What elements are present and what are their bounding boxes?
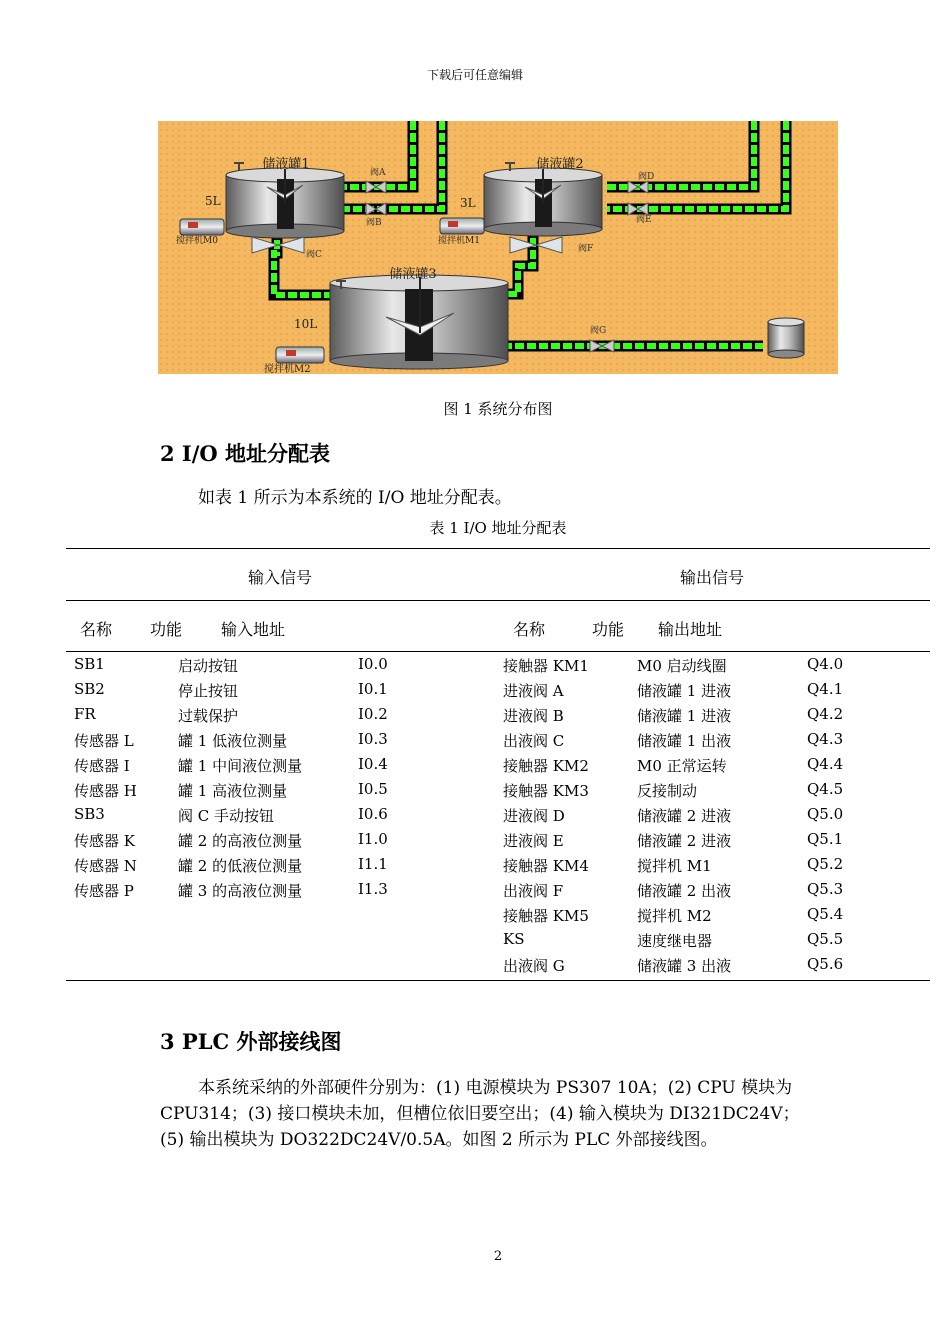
input-cell: 罐 2 的低液位测量 — [178, 857, 303, 875]
input-cell: 传感器 H — [74, 782, 137, 800]
input-cell: I0.5 — [358, 780, 388, 798]
svg-text:搅拌机M1: 搅拌机M1 — [438, 236, 480, 246]
output-cell: Q4.0 — [807, 655, 844, 673]
input-cell: 罐 2 的高液位测量 — [178, 832, 303, 850]
input-cell: I0.3 — [358, 730, 388, 748]
output-cell: 进液阀 B — [503, 707, 564, 725]
column-header: 名称 — [80, 620, 113, 639]
output-cell: Q4.2 — [807, 705, 844, 723]
input-cell: I0.6 — [358, 805, 388, 823]
input-group-header: 输入信号 — [248, 568, 313, 587]
section-3-line-1: 本系统采纳的外部硬件分别为：(1) 电源模块为 PS307 10A；(2) CPU 模块为 — [198, 1078, 793, 1098]
output-cell: 接触器 KM1 — [503, 657, 589, 675]
column-header: 功能 — [150, 620, 183, 639]
input-cell: I0.4 — [358, 755, 388, 773]
output-cell: 进液阀 D — [503, 807, 565, 825]
input-cell: 罐 1 低液位测量 — [178, 732, 288, 750]
input-cell: SB2 — [74, 680, 105, 698]
input-cell: 罐 1 高液位测量 — [178, 782, 288, 800]
input-cell: 传感器 L — [74, 732, 134, 750]
tank-3-label: 储液罐3 — [389, 267, 437, 282]
output-group-header: 输出信号 — [680, 568, 745, 587]
output-cell: Q5.4 — [807, 905, 844, 923]
page-number: 2 — [493, 1249, 503, 1264]
tank-1-label: 储液罐1 — [262, 157, 310, 172]
output-cell: Q4.4 — [807, 755, 844, 773]
output-cell: Q5.5 — [807, 930, 844, 948]
output-cell: Q5.3 — [807, 880, 844, 898]
output-cell: 搅拌机 M1 — [637, 857, 712, 875]
figure-caption: 图 1 系统分布图 — [443, 400, 553, 418]
input-cell: FR — [74, 705, 96, 723]
section-2-title: 2 I/O 地址分配表 — [160, 441, 331, 466]
output-cell: 储液罐 2 进液 — [637, 832, 732, 850]
output-cell: 出液阀 G — [503, 957, 565, 975]
output-cell: 储液罐 2 进液 — [637, 807, 732, 825]
input-cell: 传感器 K — [74, 832, 135, 850]
output-cell: M0 正常运转 — [637, 757, 727, 775]
output-cell: 出液阀 C — [503, 732, 565, 750]
output-cell: 接触器 KM4 — [503, 857, 589, 875]
section-2-intro: 如表 1 所示为本系统的 I/O 地址分配表。 — [198, 488, 512, 508]
svg-text:阀G: 阀G — [590, 326, 607, 336]
svg-text:10L: 10L — [294, 317, 318, 331]
output-cell: 储液罐 1 进液 — [637, 707, 732, 725]
input-cell: I0.1 — [358, 680, 388, 698]
input-cell: I0.0 — [358, 655, 388, 673]
tank-2-label: 储液罐2 — [536, 157, 584, 172]
svg-text:阀F: 阀F — [578, 244, 594, 254]
input-cell: SB3 — [74, 805, 105, 823]
column-header: 功能 — [592, 620, 625, 639]
input-cell: 停止按钮 — [178, 682, 239, 700]
output-cell: 接触器 KM3 — [503, 782, 589, 800]
svg-text:阀D: 阀D — [638, 172, 655, 182]
svg-text:阀A: 阀A — [370, 168, 386, 178]
table-title: 表 1 I/O 地址分配表 — [429, 519, 567, 537]
output-cell: 反接制动 — [637, 782, 698, 800]
section-3-title: 3 PLC 外部接线图 — [160, 1029, 342, 1054]
svg-text:搅拌机M0: 搅拌机M0 — [176, 236, 218, 246]
section-3-line-2: CPU314；(3) 接口模块未加，但槽位依旧要空出；(4) 输入模块为 DI321DC24V； — [160, 1104, 800, 1124]
output-cell: Q4.5 — [807, 780, 844, 798]
input-cell: SB1 — [74, 655, 105, 673]
input-cell: 传感器 I — [74, 757, 130, 775]
output-cell: KS — [503, 930, 525, 948]
output-cell: Q5.6 — [807, 955, 844, 973]
output-cell: 搅拌机 M2 — [637, 907, 712, 925]
output-cell: Q4.3 — [807, 730, 844, 748]
output-cell: Q5.1 — [807, 830, 844, 848]
input-cell: I1.0 — [358, 830, 388, 848]
input-cell: 传感器 N — [74, 857, 137, 875]
system-diagram — [158, 121, 838, 374]
column-header: 名称 — [513, 620, 546, 639]
input-cell: 启动按钮 — [178, 657, 239, 675]
column-header: 输入地址 — [221, 620, 286, 639]
input-cell: 罐 1 中间液位测量 — [178, 757, 303, 775]
section-3-line-3: (5) 输出模块为 DO322DC24V/0.5A。如图 2 所示为 PLC 外部接线图。 — [160, 1130, 718, 1150]
output-drum — [768, 318, 804, 358]
output-cell: Q5.0 — [807, 805, 844, 823]
output-cell: 储液罐 3 出液 — [637, 957, 732, 975]
svg-text:搅拌机M2: 搅拌机M2 — [264, 364, 311, 374]
output-cell: Q5.2 — [807, 855, 844, 873]
input-cell: 传感器 P — [74, 882, 134, 900]
input-cell: 阀 C 手动按钮 — [178, 807, 275, 825]
page-header: 下载后可任意编辑 — [426, 68, 523, 82]
output-cell: 接触器 KM2 — [503, 757, 589, 775]
output-cell: 进液阀 A — [503, 682, 564, 700]
output-cell: 出液阀 F — [503, 882, 564, 900]
output-cell: 速度继电器 — [637, 932, 713, 950]
output-cell: M0 启动线圈 — [637, 657, 727, 675]
output-cell: 进液阀 E — [503, 832, 564, 850]
input-cell: I0.2 — [358, 705, 388, 723]
output-cell: 储液罐 1 出液 — [637, 732, 732, 750]
svg-text:阀E: 阀E — [636, 215, 652, 225]
input-cell: I1.1 — [358, 855, 388, 873]
svg-text:3L: 3L — [460, 196, 476, 210]
output-cell: Q4.1 — [807, 680, 844, 698]
output-cell: 接触器 KM5 — [503, 907, 589, 925]
svg-text:5L: 5L — [205, 194, 221, 208]
output-cell: 储液罐 2 出液 — [637, 882, 732, 900]
svg-text:阀B: 阀B — [366, 218, 382, 228]
input-cell: I1.3 — [358, 880, 388, 898]
input-cell: 过载保护 — [178, 707, 239, 725]
input-cell: 罐 3 的高液位测量 — [178, 882, 303, 900]
column-header: 输出地址 — [658, 620, 723, 639]
svg-text:阀C: 阀C — [306, 250, 322, 260]
output-cell: 储液罐 1 进液 — [637, 682, 732, 700]
